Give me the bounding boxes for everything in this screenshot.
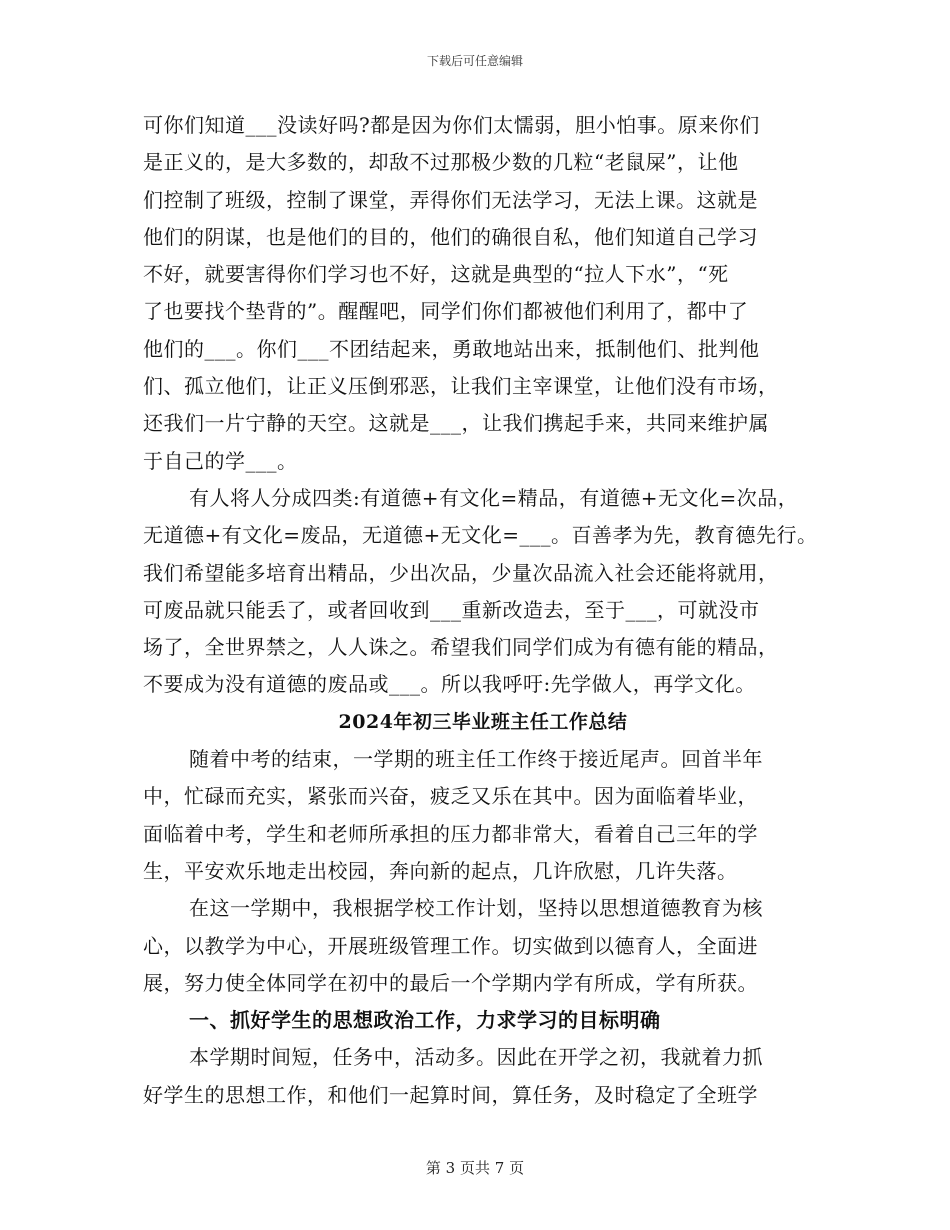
paragraph-line: 于自己的学___。 xyxy=(143,448,298,473)
paragraph-line: 无道德+有文化=废品，无道德+无文化=___。百善孝为先，教育德先行。 xyxy=(143,523,818,548)
paragraph-line: 面临着中考，学生和老师所承担的压力都非常大，看着自己三年的学 xyxy=(143,821,758,846)
paragraph-line: 场了，全世界禁之，人人诛之。希望我们同学们成为有德有能的精品， xyxy=(143,635,779,660)
paragraph-line: 在这一学期中，我根据学校工作计划，坚持以思想道德教育为核 xyxy=(189,896,763,921)
paragraph-line: 展，努力使全体同学在初中的最后一个学期内学有所成，学有所获。 xyxy=(143,970,758,995)
page-header: 下载后可任意编辑 xyxy=(426,54,523,68)
paragraph-line: 们控制了班级，控制了课堂，弄得你们无法学习，无法上课。这就是 xyxy=(143,187,758,212)
paragraph-line: 好学生的思想工作，和他们一起算时间，算任务，及时稳定了全班学 xyxy=(143,1082,758,1107)
paragraph-line: 本学期时间短，任务中，活动多。因此在开学之初，我就着力抓 xyxy=(189,1045,763,1070)
paragraph-line: 可废品就只能丢了，或者回收到___重新改造去，至于___，可就没市 xyxy=(143,597,760,622)
document-body xyxy=(143,107,823,1114)
paragraph-line: 可你们知道___没读好吗?都是因为你们太懦弱，胆小怕事。原来你们 xyxy=(143,113,760,137)
paragraph-line: 有人将人分成四类:有道德+有文化=精品，有道德+无文化=次品， xyxy=(189,485,799,510)
paragraph-line: 他们的___。你们___不团结起来，勇敢地站出来，抵制他们、批判他 xyxy=(143,336,760,361)
paragraph-line: 不要成为没有道德的废品或___。所以我呼吁:先学做人，再学文化。 xyxy=(143,672,756,697)
section-heading: 一、抓好学生的思想政治工作，力求学习的目标明确 xyxy=(189,1008,661,1033)
paragraph-line: 随着中考的结束，一学期的班主任工作终于接近尾声。回首半年 xyxy=(189,747,763,772)
paragraph-line: 生，平安欢乐地走出校园，奔向新的起点，几许欣慰，几许失落。 xyxy=(143,858,738,883)
document-title: 2024年初三毕业班主任工作总结 xyxy=(338,710,628,733)
paragraph-line: 了也要找个垫背的”。醒醒吧，同学们你们都被他们利用了，都中了 xyxy=(143,299,749,324)
paragraph-line: 不好，就要害得你们学习也不好，这就是典型的“拉人下水”，“死 xyxy=(143,262,729,287)
paragraph-line: 中，忙碌而充实，紧张而兴奋，疲乏又乐在其中。因为面临着毕业， xyxy=(143,784,758,809)
paragraph-line: 们、孤立他们，让正义压倒邪恶，让我们主宰课堂，让他们没有市场， xyxy=(143,374,779,399)
paragraph-line: 是正义的，是大多数的，却敌不过那极少数的几粒“老鼠屎”，让他 xyxy=(143,150,739,175)
page-number: 第 3 页共 7 页 xyxy=(425,1159,525,1177)
paragraph-line: 心，以教学为中心，开展班级管理工作。切实做到以德育人，全面进 xyxy=(143,933,758,958)
paragraph-line: 我们希望能多培育出精品，少出次品，少量次品流入社会还能将就用， xyxy=(143,560,779,585)
paragraph-line: 他们的阴谋，也是他们的目的，他们的确很自私，他们知道自己学习 xyxy=(143,224,758,249)
paragraph-line: 还我们一片宁静的天空。这就是___，让我们携起手来，共同来维护属 xyxy=(143,411,769,436)
